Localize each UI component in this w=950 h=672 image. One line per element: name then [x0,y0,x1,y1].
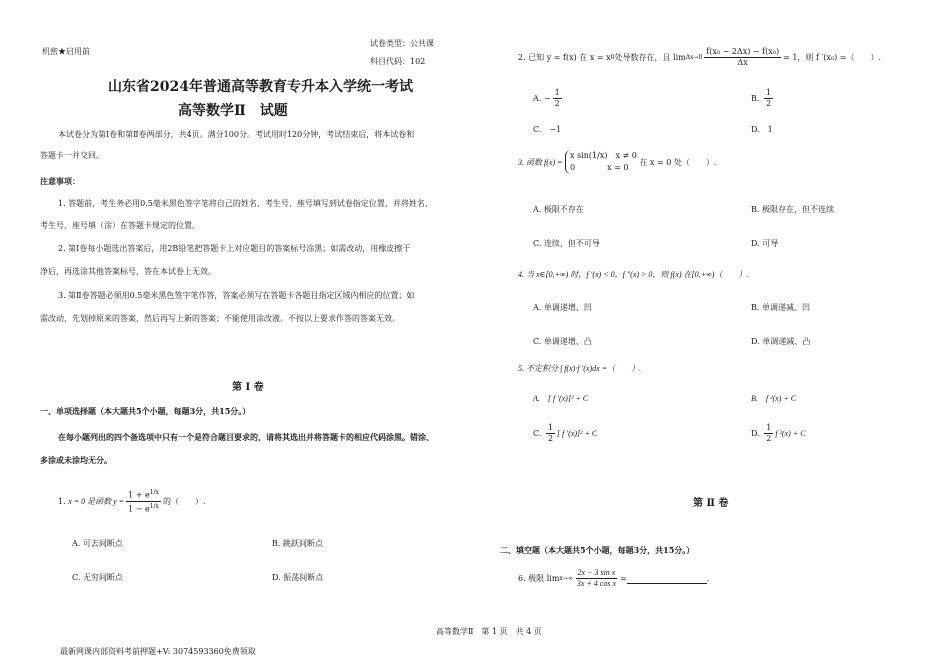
q1-option-a[interactable]: A. 可去间断点 [72,539,123,548]
q5-option-a[interactable]: A. [ f ′(x)]² + C [533,394,589,403]
question-3-stem [518,150,716,174]
q2-option-d[interactable]: D. 1 [751,125,773,134]
q1-number: 1. [58,496,66,506]
notes-title: 注意事项： [40,176,80,186]
q1-stem-mid: x = 0 是函数 y = [68,496,125,506]
q2-a-den: 2 [554,99,560,108]
q1-fraction [126,488,161,514]
note-2a: 2. 第Ⅰ卷每小题选出答案后，用2B铅笔把答题卡上对应题目的答案标号涂黑；如需改动，用橡皮擦干 [58,244,411,253]
q4-option-b[interactable]: B. 单调递减、凹 [751,303,810,312]
q2-fraction [704,47,781,68]
q2-option-a[interactable] [533,88,564,109]
q1-numerator: 1 + e [128,490,150,500]
q6-numerator: 2x − 3 sin x [577,568,616,577]
q3-option-b[interactable]: B. 极限存在，但不连续 [751,205,834,214]
q3-piecewise [565,150,637,174]
q5-d-tail: f ²(x) + C [775,429,806,438]
q1-num-exponent: 1/x [149,489,159,496]
q3-option-c[interactable]: C. 连续，但不可导 [533,239,600,248]
q2-option-c[interactable]: C. −1 [533,125,562,134]
section-1-instruction-2: 多涂或未涂均无分。 [40,455,112,465]
part-1-heading: 第 Ⅰ 卷 [232,382,264,393]
q2-option-b[interactable] [751,88,775,109]
q5-d-label: D. [751,429,760,438]
q2-stem-suffix: = 1，则 f ′(x₀) =（ ）. [783,53,882,62]
section-1-instruction-1: 在每小题列出的四个备选项中只有一个是符合题目要求的，请将其选出并将答题卡的相应代码涂黑。错涂、 [58,432,434,442]
q4-option-c[interactable]: C. 单调递增、凸 [533,337,592,346]
q6-stem-prefix: 6. 极限 lim [518,574,560,583]
q2-b-num: 1 [765,88,772,97]
q5-c-tail: [ f ′(x)]² + C [557,429,598,438]
q6-equals: = [620,574,627,583]
q6-end: . [706,574,710,583]
q4-option-d[interactable]: D. 单调递减、凸 [751,337,811,346]
note-3a: 3. 第Ⅱ卷答题必须用0.5毫米黑色签字笔作答，答案必须写在答题卡各题目指定区域内相应的位置；如 [58,291,415,300]
q5-c-num: 1 [547,423,554,432]
q2-a-num: 1 [554,88,560,97]
q3-option-d[interactable]: D. 可导 [751,239,779,248]
intro-line-1: 本试卷分为第Ⅰ卷和第Ⅱ卷两部分，共4页。满分100分。考试用时120分钟，考试结束后，将本试卷和 [58,130,415,139]
q2-a-sign: − [543,94,551,103]
q3-case-2: 0 x = 0 [570,163,629,172]
question-4-stem: 4. 当 x∈[0,+∞) 时，f ′(x) < 0，f ″(x) > 0，则 f(x) 在[0,+∞)（ ）. [518,270,749,279]
q5-option-b[interactable]: B. f ²(x) + C [751,394,797,403]
q3-option-a[interactable]: A. 极限不存在 [533,205,584,214]
note-1b: 考生号、座号填（涂）在答题卡规定的位置。 [40,221,200,230]
q1-option-c[interactable]: C. 无穷间断点 [72,573,123,582]
q2-a-label: A. [533,94,542,103]
q4-option-a[interactable]: A. 单调递增、凹 [533,303,592,312]
q2-stem-sub: 0 [610,54,615,61]
q5-option-c[interactable] [533,423,597,444]
q1-den-exponent: 1/x [149,502,159,510]
q5-d-den: 2 [766,434,772,443]
note-1a: 1. 答题前，考生务必用0.5毫米黑色签字笔将自己的姓名、考生号、座号填写到试卷指定位置，并将姓名、 [58,199,433,208]
section-1-title: 一、单项选择题（本大题共5个小题，每题3分，共15分。） [40,406,251,416]
q3-case-1: x sin(1/x) x ≠ 0 [570,151,637,160]
q6-lim-sub: x→∞ [559,575,573,582]
q6-denominator: 3x + 4 cos x [576,579,617,588]
q3-stem-prefix: 3. 函数 f(x) = [518,157,563,167]
note-3b: 需改动，先划掉原来的答案，然后再写上新的答案；不能使用涂改液。不按以上要求作答的答案无效。 [40,314,400,323]
q6-answer-blank[interactable] [627,573,707,584]
q3-stem-suffix: 在 x = 0 处（ ）. [639,157,717,167]
q1-option-b[interactable]: B. 跳跃间断点 [272,539,323,548]
question-6-stem [518,568,709,589]
question-1-stem [58,488,206,514]
q2-lim-sub: Δx→0 [685,54,703,61]
q2-b-den: 2 [765,99,772,108]
subject-code: 科目代码：102 [370,57,426,66]
secret-label: 机密★启用前 [42,47,90,56]
q5-c-den: 2 [547,434,554,443]
q2-numerator: f(x₀ − 2Δx) − f(x₀) [706,47,780,56]
q2-b-label: B. [751,94,760,103]
q5-c-label: C. [533,429,542,438]
exam-subtitle: 高等数学Ⅱ 试题 [178,103,288,119]
q2-stem-prefix: 2. 已知 y = f(x) 在 x = x [518,53,611,62]
q2-denominator: Δx [737,58,748,67]
question-5-stem: 5. 不定积分 ∫ f(x)·f ′(x)dx =（ ）. [518,364,642,373]
page-number: 高等数学Ⅱ 第 1 页 共 4 页 [436,627,542,636]
footer-note: 最新网课内部资料考前押题+V: 3074593360免费领取 [60,647,256,656]
q1-denominator: 1 − e [128,504,150,514]
q5-d-num: 1 [766,423,772,432]
exam-title: 山东省2024年普通高等教育专升本入学统一考试 [108,79,413,95]
part-2-heading: 第 Ⅱ 卷 [693,498,729,509]
q1-stem-suffix: 的（ ）. [162,496,206,506]
question-2-stem [518,47,881,68]
note-2b: 净后，再选涂其他答案标号，答在本试卷上无效。 [40,267,216,276]
q6-fraction [575,568,618,589]
q1-option-d[interactable]: D. 振荡间断点 [272,573,324,582]
paper-type: 试卷类型：公共课 [370,39,434,48]
section-2-title: 二、填空题（本大题共5个小题，每题3分，共15分。） [500,545,695,555]
q2-stem-mid: 处导数存在，且 lim [614,53,686,62]
q5-option-d[interactable] [751,423,806,444]
intro-line-2: 答题卡一并交回。 [40,151,104,160]
